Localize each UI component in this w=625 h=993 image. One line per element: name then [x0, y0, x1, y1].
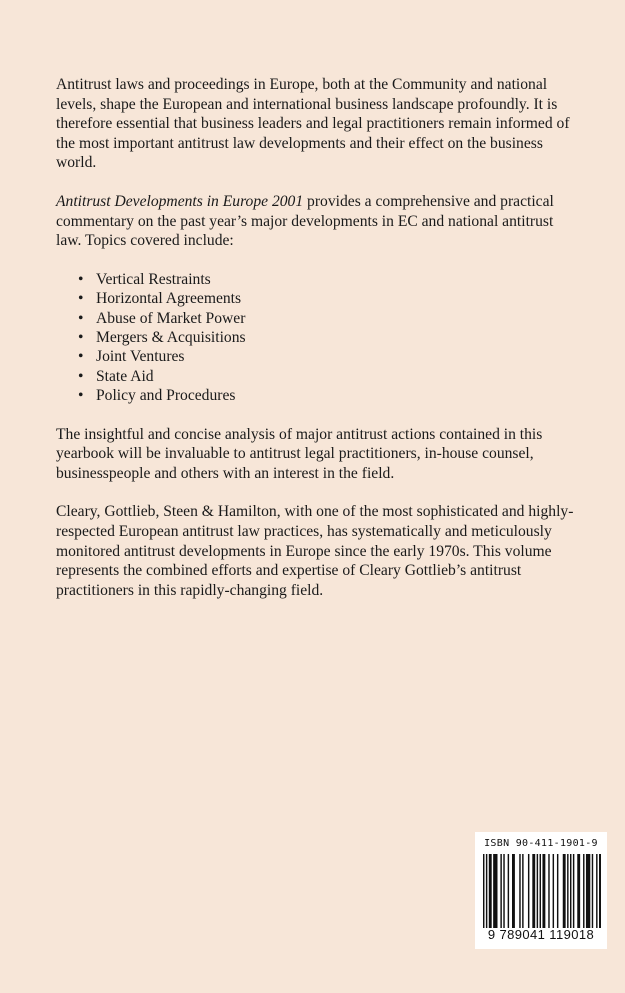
barcode-bar: [586, 854, 590, 928]
book-paragraph: [56, 192, 576, 251]
list-item: • Abuse of Market Power: [78, 309, 576, 328]
barcode-bar: [540, 854, 541, 928]
list-item: • Vertical Restraints: [78, 270, 576, 289]
barcode-bar: [592, 854, 593, 928]
barcode-bar: [508, 854, 509, 928]
barcode-bar: [596, 854, 597, 928]
barcode-bar: [519, 854, 520, 928]
isbn-label: ISBN 90-411-1901-9: [484, 838, 598, 849]
barcode-bars: [481, 854, 601, 928]
barcode-bar: [493, 854, 497, 928]
barcode-bar: [563, 854, 566, 928]
barcode-bar: [573, 854, 574, 928]
barcode-bar: [528, 854, 529, 928]
barcode-bar: [553, 854, 554, 928]
barcode-bar: [486, 854, 487, 928]
barcode-bar: [537, 854, 538, 928]
barcode-bar: [548, 854, 549, 928]
list-item: • Horizontal Agreements: [78, 289, 576, 308]
barcode-bar: [489, 854, 492, 928]
barcode-bar: [503, 854, 504, 928]
barcode-bar: [500, 854, 501, 928]
list-item: • Joint Ventures: [78, 347, 576, 366]
intro-paragraph: Antitrust laws and proceedings in Europe, both at the Community and national levels, shape the European and international business landscape profoundly. It is therefore essential that business leaders and legal practitioners remain informed of the most important antitrust law developments and their effect on the business world.: [56, 76, 570, 172]
list-item: • Policy and Procedures: [78, 386, 576, 405]
barcode-bar: [567, 854, 568, 928]
topics-list: [56, 270, 576, 406]
firm-paragraph: Cleary, Gottlieb, Steen & Hamilton, with one of the most sophisticated and highly-respected European antitrust law practices, has systematically and meticulously monitored antitrust developments in Europe since the early 1970s. This volume represents the combined efforts and expertise of Cleary Gottlieb’s antitrust practitioners in this rapidly-changing field.: [56, 503, 574, 599]
back-cover-text: [56, 75, 576, 619]
barcode-bar: [532, 854, 535, 928]
list-item: • Mergers & Acquisitions: [78, 328, 576, 347]
ean-digits: 9 789041 119018: [487, 927, 595, 942]
barcode-bar: [483, 854, 484, 928]
isbn-barcode: [475, 832, 607, 949]
barcode-bar: [542, 854, 545, 928]
barcode-bar: [599, 854, 601, 928]
barcode-bar: [570, 854, 571, 928]
book-paragraph-rest: provides a comprehensive and practical commentary on the past year’s major developments in EC and national antitrust law. Topics covered include:: [56, 192, 554, 250]
analysis-paragraph: The insightful and concise analysis of major antitrust actions contained in this yearbook will be invaluable to antitrust legal practitioners, in-house counsel, businesspeople and others with an interest in the field.: [56, 425, 543, 482]
barcode-bar: [512, 854, 515, 928]
list-item: • State Aid: [78, 367, 576, 386]
book-title: Antitrust Developments in Europe 2001: [56, 192, 304, 210]
barcode-bar: [577, 854, 580, 928]
barcode-bar: [583, 854, 584, 928]
barcode-bar: [557, 854, 558, 928]
barcode-bar: [522, 854, 523, 928]
